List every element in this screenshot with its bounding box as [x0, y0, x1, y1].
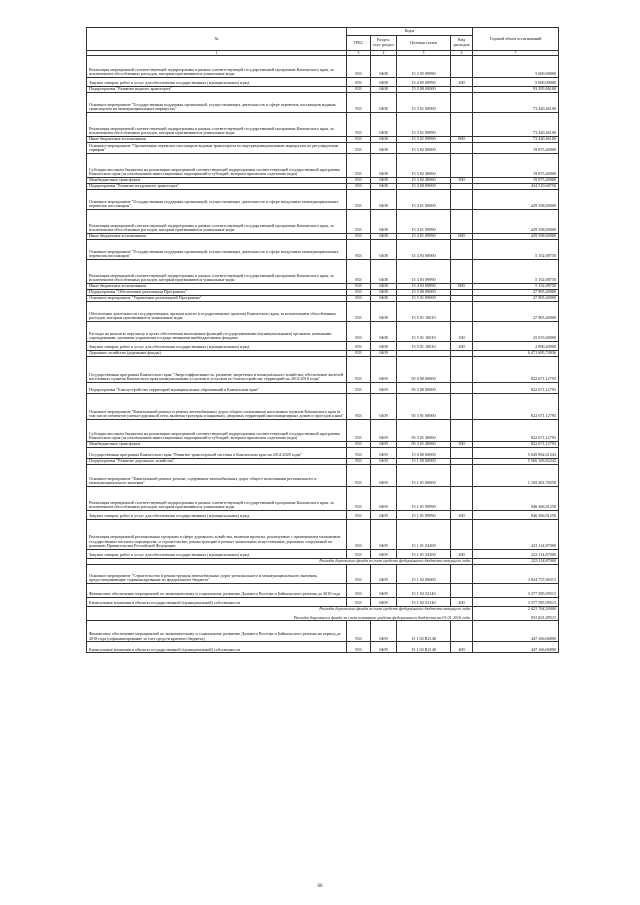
- row-name: Подпрограмма "Развитие воздушного транспорта": [87, 184, 347, 190]
- row-grbs: 833: [347, 296, 371, 302]
- row-grbs: 833: [347, 154, 371, 178]
- row-target: 15 1 02 00000: [397, 565, 451, 584]
- table-row: [87, 260, 559, 284]
- row-amount: 2 890,40000: [473, 342, 559, 351]
- row-target: 15 0 00 00000: [397, 448, 451, 459]
- row-name: Капитальные вложения в объекты государственной (муниципальной) собственности: [87, 598, 347, 607]
- row-section: 0409: [371, 520, 397, 550]
- header-section: Раздел, под- раздел: [371, 36, 397, 51]
- row-amount: 3 377 585,99513: [473, 584, 559, 598]
- row-vr: [451, 420, 473, 442]
- row-amount: 946 366,91250: [473, 487, 559, 511]
- row-name: Основное мероприятие "Капитальный ремонт и ремонт автомобильных дорог общего пользования населенных пунктов Камчатского края (в том числе элементов улично-дорожной сети, включая тротуары и парковки), дворовых территорий многоквартирных домов и проездов к ним": [87, 394, 347, 420]
- row-section: 0409: [371, 642, 397, 653]
- row-grbs: 833: [347, 383, 371, 394]
- table-row: [87, 394, 559, 420]
- budget-table-sheet: [86, 27, 558, 653]
- table-row: [87, 143, 559, 154]
- row-section: 0408: [371, 178, 397, 184]
- table-row: [87, 210, 559, 234]
- table-row: [87, 420, 559, 442]
- row-section: 0408: [371, 290, 397, 296]
- row-amount: 73 420,46100: [473, 93, 559, 113]
- row-grbs: 833: [347, 178, 371, 184]
- row-name: Субсидии местным бюджетам на реализацию мероприятий соответствующей подпрограммы соответствующей государственной программы Камчатского края (за исключением инвестиционных мероприятий и субсидий, которым присвоены отдельные коды): [87, 154, 347, 178]
- row-grbs: 833: [347, 137, 371, 143]
- row-name: Подпрограмма "Развитие дорожного хозяйства": [87, 459, 347, 465]
- table-row: [87, 511, 559, 520]
- row-name: Реализация мероприятий региональных программ в сфере дорожного хозяйства, включая проекты, реализуемые с применением механизмов государственно-частного партнерства, и строительство, реконструкцию и ремонт уникальных искусственных дорожных сооружений по решению Правительства Российской Федерации: [87, 520, 347, 550]
- row-grbs: 833: [347, 465, 371, 487]
- row-grbs: 833: [347, 621, 371, 642]
- row-section: 0409: [371, 357, 397, 383]
- row-name: Закупка товаров, работ и услуг для обеспечения государственных (муниципальных) нужд: [87, 511, 347, 520]
- row-name: Закупка товаров, работ и услуг для обеспечения государственных (муниципальных) нужд: [87, 78, 347, 87]
- row-vr: 100: [451, 322, 473, 342]
- row-section: 0408: [371, 296, 397, 302]
- row-section: 0409: [371, 584, 397, 598]
- row-amount: 822 671,12793: [473, 394, 559, 420]
- row-grbs: 833: [347, 584, 371, 598]
- table-row: [87, 621, 559, 642]
- row-target: 15 1 02 52140: [397, 584, 451, 598]
- row-amount: 429 358,60000: [473, 190, 559, 210]
- row-grbs: 833: [347, 302, 371, 322]
- row-section: 0408: [371, 240, 397, 260]
- colnum-1: 1: [87, 51, 347, 56]
- row-target: 15 4 03 09990: [397, 260, 451, 284]
- row-name: Основное мероприятие "Капитальный ремонт, ремонт, содержание автомобильных дорог общего пользования регионального и межмуниципального значения": [87, 465, 347, 487]
- note-amount: 223 114,87000: [473, 559, 559, 565]
- row-target: 15 5 01 10010: [397, 342, 451, 351]
- colnum-3: 3: [347, 51, 371, 56]
- table-row: [87, 113, 559, 137]
- row-name: Основное мероприятие "Государственная поддержка организаций, осуществляющих деятельность в сфере воздушных межмуниципальных перевозок пассажиров": [87, 240, 347, 260]
- row-target: 15 1 01 54200: [397, 550, 451, 559]
- row-grbs: 833: [347, 113, 371, 137]
- row-grbs: 833: [347, 442, 371, 448]
- table-row: [87, 322, 559, 342]
- table-row: [87, 448, 559, 459]
- row-amount: 3 377 585,99513: [473, 598, 559, 607]
- table-row: [87, 598, 559, 607]
- row-name: Реализация мероприятий соответствующей подпрограммы в рамках соответствующей государственной программы Камчатского края, за исключением обособленных расходов, которым присваиваются уникальные коды: [87, 113, 347, 137]
- colnum-4: 4: [371, 51, 397, 56]
- row-target: 15 4 03 09990: [397, 284, 451, 290]
- row-target: 15 4 00 00000: [397, 184, 451, 190]
- budget-table: [86, 27, 559, 653]
- row-name: Реализация мероприятий соответствующей подпрограммы в рамках соответствующей государственной программы Камчатского края, за исключением обособленных расходов, которым присваиваются уникальные коды: [87, 487, 347, 511]
- row-grbs: 833: [347, 642, 371, 653]
- row-vr: [451, 302, 473, 322]
- row-target: 15 3 02 40060: [397, 178, 451, 184]
- row-section: 0409: [371, 598, 397, 607]
- row-section: 0408: [371, 56, 397, 78]
- row-name: Основное мероприятие "Управление реализацией Программы": [87, 296, 347, 302]
- table-row: [87, 93, 559, 113]
- row-name: Субсидии местным бюджетам на реализацию мероприятий соответствующей подпрограммы соответствующей государственной программы Камчатского края (за исключением инвестиционных мероприятий и субсидий, которым присвоены отдельные коды): [87, 420, 347, 442]
- row-vr: [451, 565, 473, 584]
- row-grbs: 833: [347, 351, 371, 357]
- row-name: Основное мероприятие "Государственная поддержка организаций, осуществляющих деятельность в сфере воздушных межмуниципальных перевозок пассажиров": [87, 190, 347, 210]
- row-target: 15 1 02 R2140: [397, 642, 451, 653]
- row-section: 0409: [371, 565, 397, 584]
- table-row: [87, 357, 559, 383]
- row-vr: [451, 56, 473, 78]
- row-grbs: 833: [347, 550, 371, 559]
- row-name: Расходы на выплаты персоналу в целях обеспечения выполнения функций государственными (муниципальными) органами, казенными учреждениями, органами управления государственными внебюджетными фондами: [87, 322, 347, 342]
- row-amount: 5 600,00000: [473, 78, 559, 87]
- table-row: [87, 302, 559, 322]
- table-note-row: [87, 612, 559, 621]
- row-grbs: 833: [347, 240, 371, 260]
- row-grbs: 833: [347, 322, 371, 342]
- row-amount: 822 671,12793: [473, 357, 559, 383]
- row-section: 0409: [371, 394, 397, 420]
- row-target: 15 1 01 00000: [397, 465, 451, 487]
- row-amount: 447 166,06800: [473, 642, 559, 653]
- table-row: [87, 342, 559, 351]
- row-section: 0409: [371, 459, 397, 465]
- row-section: 0408: [371, 87, 397, 93]
- row-grbs: 833: [347, 184, 371, 190]
- row-vr: 800: [451, 137, 473, 143]
- row-vr: 800: [451, 284, 473, 290]
- row-amount: 5 649 962,61243: [473, 448, 559, 459]
- row-section: 0408: [371, 302, 397, 322]
- note-text: Расходы дорожного фонда за счет средств федерального бюджета текущего года: [87, 559, 473, 565]
- row-name: Реализация мероприятий соответствующей подпрограммы в рамках соответствующей государственной программы Камчатского края, за исключением обособленных расходов, которым присваиваются уникальные коды: [87, 210, 347, 234]
- row-amount: 27 905,40000: [473, 302, 559, 322]
- row-name: Финансовое обеспечение мероприятий по экономическому и социальному развитию Дальнего Востока и Байкальского региона на период до 2018 года (софинансирование за счет средств краевого бюджета): [87, 621, 347, 642]
- row-name: Дорожное хозяйство (дорожные фонды): [87, 351, 347, 357]
- row-grbs: 833: [347, 357, 371, 383]
- row-target: 15 2 05 09990: [397, 78, 451, 87]
- row-target: 15 1 02 R2140: [397, 621, 451, 642]
- row-amount: 5 152,08750: [473, 240, 559, 260]
- table-body: [87, 51, 559, 653]
- row-target: 15 3 02 40060: [397, 154, 451, 178]
- row-grbs: 833: [347, 420, 371, 442]
- row-name: Иные бюджетные ассигнования: [87, 284, 347, 290]
- table-row: [87, 78, 559, 87]
- row-section: 0408: [371, 210, 397, 234]
- row-section: 0409: [371, 448, 397, 459]
- colnum-5: 5: [397, 51, 451, 56]
- row-amount: 946 366,91250: [473, 511, 559, 520]
- table-row: [87, 154, 559, 178]
- row-name: Подпрограмма "Развитие водного транспорта": [87, 87, 347, 93]
- row-grbs: 833: [347, 487, 371, 511]
- row-grbs: 833: [347, 520, 371, 550]
- row-vr: [451, 383, 473, 394]
- row-amount: 822 671,12793: [473, 442, 559, 448]
- row-vr: [451, 465, 473, 487]
- row-target: 15 5 01 10010: [397, 302, 451, 322]
- row-name: Закупка товаров, работ и услуг для обеспечения государственных (муниципальных) нужд: [87, 342, 347, 351]
- page-number: 66: [317, 884, 323, 889]
- row-vr: [451, 210, 473, 234]
- row-section: 0408: [371, 93, 397, 113]
- row-grbs: 833: [347, 394, 371, 420]
- row-grbs: 833: [347, 511, 371, 520]
- note-text: Расходы дорожного фонда за счет средств федерального бюджета текущего года: [87, 607, 473, 612]
- row-amount: 434 510,68750: [473, 184, 559, 190]
- row-amount: 5 152,08750: [473, 284, 559, 290]
- row-amount: 19 875,40000: [473, 143, 559, 154]
- row-grbs: 833: [347, 260, 371, 284]
- row-target: 15 3 01 09990: [397, 113, 451, 137]
- row-name: Основное мероприятие "Организация перевозок пассажиров водным транспортом по внутримуниципальным маршрутам по регулируемым тарифам": [87, 143, 347, 154]
- row-section: 0408: [371, 154, 397, 178]
- table-row: [87, 190, 559, 210]
- row-target: 05 3 01 40060: [397, 442, 451, 448]
- header-annual: Годовой объем ассигнований: [473, 28, 559, 51]
- row-vr: 200: [451, 550, 473, 559]
- row-amount: 27 905,40000: [473, 296, 559, 302]
- note-amount: 953 821,49513: [473, 612, 559, 621]
- row-target: 15 4 01 09990: [397, 234, 451, 240]
- row-amount: 5 152,08750: [473, 260, 559, 284]
- row-vr: 400: [451, 642, 473, 653]
- row-name: Обеспечение деятельности государственных органов власти (государственных органов) Камчатского края, за исключением обособленных расходов, которым присваиваются уникальные коды: [87, 302, 347, 322]
- row-target: 15 1 00 00000: [397, 459, 451, 465]
- row-grbs: 833: [347, 342, 371, 351]
- row-section: 0409: [371, 550, 397, 559]
- row-section: 0408: [371, 137, 397, 143]
- row-name: Финансовое обеспечение мероприятий по экономическому и социальному развитию Дальнего Востока и Байкальского региона до 2018 года: [87, 584, 347, 598]
- row-vr: 200: [451, 78, 473, 87]
- row-target: 15 3 01 00000: [397, 93, 451, 113]
- row-section: 0409: [371, 621, 397, 642]
- table-row: [87, 520, 559, 550]
- row-grbs: 833: [347, 143, 371, 154]
- row-vr: [451, 260, 473, 284]
- row-vr: [451, 394, 473, 420]
- row-grbs: 833: [347, 190, 371, 210]
- row-grbs: 833: [347, 93, 371, 113]
- row-vr: 200: [451, 342, 473, 351]
- row-amount: 822 671,12793: [473, 420, 559, 442]
- row-vr: 500: [451, 178, 473, 184]
- row-grbs: 833: [347, 290, 371, 296]
- row-target: 15 4 01 00000: [397, 190, 451, 210]
- row-amount: 5 600,00000: [473, 56, 559, 78]
- row-section: 0409: [371, 383, 397, 394]
- colnum-7: 7: [473, 51, 559, 56]
- row-section: 0408: [371, 322, 397, 342]
- row-amount: 3 824 757,06313: [473, 565, 559, 584]
- row-vr: [451, 487, 473, 511]
- row-amount: 19 875,40000: [473, 154, 559, 178]
- row-target: 15 2 05 09990: [397, 56, 451, 78]
- table-row: [87, 240, 559, 260]
- header-target: Целевая статья: [397, 36, 451, 51]
- row-target: 05 0 00 00000: [397, 357, 451, 383]
- row-amount: 1 169 481,78250: [473, 465, 559, 487]
- row-name: Иные бюджетные ассигнования: [87, 137, 347, 143]
- row-section: 0408: [371, 143, 397, 154]
- row-vr: [451, 520, 473, 550]
- row-section: 0408: [371, 184, 397, 190]
- row-vr: [451, 240, 473, 260]
- row-amount: 223 114,87000: [473, 550, 559, 559]
- row-section: 0408: [371, 113, 397, 137]
- row-target: 15 1 02 52140: [397, 598, 451, 607]
- row-section: 0409: [371, 420, 397, 442]
- row-target: 15 5 01 00000: [397, 296, 451, 302]
- row-amount: 429 358,60000: [473, 210, 559, 234]
- row-amount: 93 295,86100: [473, 87, 559, 93]
- row-target: 15 4 03 00000: [397, 240, 451, 260]
- row-section: 0409: [371, 351, 397, 357]
- row-section: 0408: [371, 78, 397, 87]
- row-name: Межбюджетные трансферты: [87, 178, 347, 184]
- row-grbs: 833: [347, 284, 371, 290]
- row-grbs: 833: [347, 459, 371, 465]
- row-section: 0409: [371, 465, 397, 487]
- table-row: [87, 56, 559, 78]
- row-vr: [451, 357, 473, 383]
- row-amount: 27 905,40000: [473, 290, 559, 296]
- row-name: Закупка товаров, работ и услуг для обеспечения государственных (муниципальных) нужд: [87, 550, 347, 559]
- row-vr: [451, 154, 473, 178]
- row-name: Капитальные вложения в объекты государственной (муниципальной) собственности: [87, 642, 347, 653]
- row-amount: 19 875,40000: [473, 178, 559, 184]
- row-grbs: 833: [347, 598, 371, 607]
- row-vr: 400: [451, 598, 473, 607]
- row-vr: 800: [451, 234, 473, 240]
- row-target: 15 5 00 00000: [397, 290, 451, 296]
- row-vr: 200: [451, 511, 473, 520]
- row-vr: [451, 143, 473, 154]
- row-grbs: 833: [347, 87, 371, 93]
- row-target: 05 3 01 00000: [397, 394, 451, 420]
- row-amount: 73 420,46100: [473, 137, 559, 143]
- header-num: №: [87, 28, 347, 51]
- row-section: 0408: [371, 284, 397, 290]
- row-vr: [451, 584, 473, 598]
- row-grbs: 833: [347, 448, 371, 459]
- row-vr: [451, 448, 473, 459]
- row-target: 15 4 01 09990: [397, 210, 451, 234]
- row-target: 15 3 01 09990: [397, 137, 451, 143]
- row-amount: 223 114,87000: [473, 520, 559, 550]
- row-name: Основное мероприятие "Государственная поддержка организаций, осуществляющих деятельность в сфере перевозок пассажиров водным транспортом на межмуниципальных маршрутах": [87, 93, 347, 113]
- row-section: 0408: [371, 190, 397, 210]
- row-section: 0409: [371, 442, 397, 448]
- table-row: [87, 565, 559, 584]
- row-target: 15 5 01 10010: [397, 322, 451, 342]
- table-row: [87, 383, 559, 394]
- header-vr: Вид расходов: [451, 36, 473, 51]
- row-target: 15 3 02 00000: [397, 143, 451, 154]
- row-section: 0409: [371, 487, 397, 511]
- row-amount: 25 015,00000: [473, 322, 559, 342]
- row-name: Основное мероприятие "Строительство и реконструкция автомобильных дорог регионального и межмуниципального значения, предусматривающие софинансирование из федерального бюджета": [87, 565, 347, 584]
- table-row: [87, 487, 559, 511]
- note-text: Расходы дорожного фонда за счет остатков средств федерального бюджета на 01.01.2016 года: [87, 612, 473, 621]
- row-section: 0408: [371, 234, 397, 240]
- row-section: 0408: [371, 342, 397, 351]
- row-amount: 5 566 106,82243: [473, 459, 559, 465]
- row-name: Межбюджетные трансферты: [87, 442, 347, 448]
- table-row: [87, 550, 559, 559]
- row-target: 05 3 01 40060: [397, 420, 451, 442]
- table-row: [87, 642, 559, 653]
- row-grbs: 833: [347, 234, 371, 240]
- row-grbs: 833: [347, 78, 371, 87]
- colnum-6: 6: [451, 51, 473, 56]
- row-amount: 429 358,60000: [473, 234, 559, 240]
- row-target: 05 3 00 00000: [397, 383, 451, 394]
- row-vr: [451, 190, 473, 210]
- row-name: Реализация мероприятий соответствующей подпрограммы в рамках соответствующей государственной программы Камчатского края, за исключением обособленных расходов, которым присваиваются уникальные коды: [87, 260, 347, 284]
- row-grbs: 833: [347, 565, 371, 584]
- row-vr: 500: [451, 442, 473, 448]
- row-name: Подпрограмма "Обеспечение реализации Программы": [87, 290, 347, 296]
- header-codes: Коды: [347, 28, 473, 36]
- note-amount: 2 423 764,50000: [473, 607, 559, 612]
- row-name: Государственная программа Камчатского края "Энергоэффективность, развитие энергетики и коммунального хозяйства, обеспечение жителей населенных пунктов Камчатского края коммунальными услугами и услугами по благоустройству территорий на 2014-2018 годы": [87, 357, 347, 383]
- row-amount: 6 471 695,74036: [473, 351, 559, 357]
- row-name: Подпрограмма "Благоустройство территорий муниципальных образований в Камчатском крае": [87, 383, 347, 394]
- row-grbs: 833: [347, 56, 371, 78]
- row-vr: [451, 113, 473, 137]
- row-grbs: 833: [347, 210, 371, 234]
- row-section: 0408: [371, 260, 397, 284]
- row-amount: 73 420,46100: [473, 113, 559, 137]
- row-section: 0409: [371, 511, 397, 520]
- row-name: Иные бюджетные ассигнования: [87, 234, 347, 240]
- row-target: 15 1 01 09990: [397, 487, 451, 511]
- row-amount: 822 671,12793: [473, 383, 559, 394]
- row-name: Реализация мероприятий соответствующей подпрограммы в рамках соответствующей государственной программы Камчатского края, за исключением обособленных расходов, которым присваиваются уникальные коды: [87, 56, 347, 78]
- row-target: 15 3 00 00000: [397, 87, 451, 93]
- table-row: [87, 584, 559, 598]
- row-vr: [451, 621, 473, 642]
- header-grbs: ГРБС: [347, 36, 371, 51]
- row-target: 15 1 01 54200: [397, 520, 451, 550]
- row-name: Государственная программа Камчатского края "Развитие транспортной системы в Камчатском крае на 2014-2020 годы": [87, 448, 347, 459]
- row-target: 15 1 01 09990: [397, 511, 451, 520]
- row-vr: [451, 93, 473, 113]
- table-row: [87, 465, 559, 487]
- row-amount: 447 166,06800: [473, 621, 559, 642]
